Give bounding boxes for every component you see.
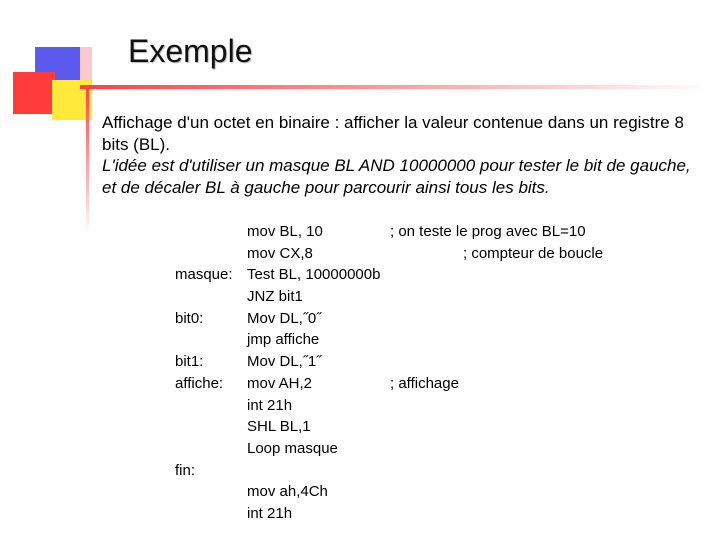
decor-red-square	[13, 72, 55, 114]
intro-line-2: L'idée est d'utiliser un masque BL AND 10000000 pour tester le bit de gauche, et de décaler BL à gauche pour parcourir ainsi tous les bits.	[102, 156, 691, 197]
code-label: bit1:	[175, 353, 204, 371]
intro-text	[102, 112, 692, 198]
code-comment: ; affichage	[390, 374, 459, 392]
code-line	[0, 373, 720, 395]
code-line	[0, 329, 720, 351]
code-label: bit0:	[175, 309, 204, 327]
code-instruction: mov CX,8	[247, 244, 313, 262]
intro-line-1: Affichage d'un octet en binaire : afficher la valeur contenue dans un registre 8 bits (BL).	[102, 113, 684, 154]
code-line	[0, 438, 720, 460]
code-line	[0, 264, 720, 286]
code-instruction: int 21h	[247, 504, 293, 522]
code-line	[0, 221, 720, 243]
code-instruction: Loop masque	[247, 439, 338, 457]
left-rule	[86, 85, 89, 235]
code-instruction: mov BL, 10	[247, 223, 323, 240]
code-line	[0, 351, 720, 373]
code-line	[0, 243, 720, 265]
title-underline	[80, 85, 710, 89]
code-instruction: jmp affiche	[247, 331, 320, 349]
code-line	[0, 416, 720, 438]
code-instruction: int 21h	[247, 396, 293, 414]
decor-pink-bar	[80, 47, 92, 80]
code-comment: ; compteur de boucle	[463, 244, 604, 262]
code-line	[0, 395, 720, 417]
code-line	[0, 460, 720, 482]
code-line	[0, 481, 720, 503]
code-label: masque:	[175, 266, 233, 284]
code-line	[0, 308, 720, 330]
code-line	[0, 286, 720, 308]
slide-title: Exemple	[128, 33, 253, 69]
code-instruction: mov ah,4Ch	[247, 483, 328, 501]
code-instruction: SHL BL,1	[247, 418, 311, 436]
code-instruction: JNZ bit1	[247, 288, 303, 306]
code-instruction: Mov DL,˝0˝	[247, 309, 322, 327]
code-instruction: Test BL, 10000000b	[247, 266, 381, 284]
code-listing	[0, 221, 720, 525]
code-label: affiche:	[175, 374, 224, 392]
code-comment: ; on teste le prog avec BL=10	[390, 223, 586, 240]
code-instruction: mov AH,2	[247, 374, 313, 392]
code-instruction: Mov DL,˝1˝	[247, 353, 322, 371]
code-label: fin:	[175, 461, 196, 479]
code-line	[0, 503, 720, 525]
